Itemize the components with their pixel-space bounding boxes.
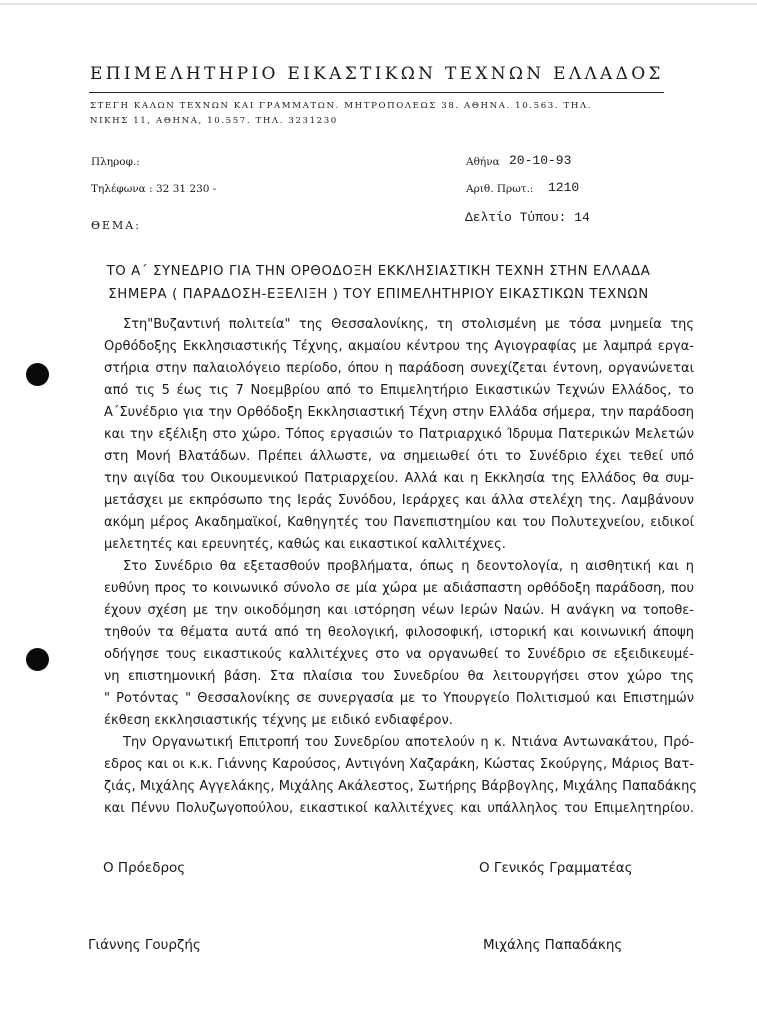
body-line: οδήγησε τους εικαστικούς καλλιτέχνες στο να οργανωθεί το Συνέδριο σε εξειδικευμέ-: [104, 647, 694, 662]
letterhead-title: ΕΠΙΜΕΛΗΤΗΡΙΟ ΕΙΚΑΣΤΙΚΩΝ ΤΕΧΝΩΝ ΕΛΛΑΔΟΣ: [90, 64, 664, 84]
body-line: μελετητές και ερευνητές, καθώς και εικαστικοί καλλιτέχνες.: [104, 537, 506, 552]
body-line: και την εξέλιξη στο χώρο. Τόπος εργασιών το Πατριαρχικό Ίδρυμα Πατερικών Μελετών: [104, 427, 694, 442]
scan-top-edge: [0, 3, 757, 5]
signature-role-president: Ο Πρόεδρος: [103, 860, 186, 876]
body-line: εδρος και οι κ.κ. Γιάννης Καρούσος, Αντιγόνη Χαζαράκη, Κώστας Σκούργης, Μάριος Βατ-: [104, 757, 694, 772]
body-line: έχουν σχέση με την οικοδόμηση και ιστόρηση νέων Ιερών Ναών. Η ανάγκη να τοποθε-: [104, 603, 694, 618]
protocol-label: Αριθ. Πρωτ.:: [466, 183, 534, 195]
body-line: " Ροτόντας " Θεσσαλονίκης σε συνεργασία με το Υπουργείο Πολιτισμού και Επιστημών: [104, 691, 694, 706]
body-line: νη επιστημονική βάση. Στα πλαίσια του Συνεδρίου θα λειτουργήσει στον χώρο της: [104, 669, 694, 684]
body-line: έκθεση εκκλησιαστικής τέχνης με ειδικό ενδιαφέρον.: [104, 713, 453, 728]
punch-hole-bottom: [26, 648, 49, 671]
body-line: και Πέννυ Πολυζωγοπούλου, εικαστικοί καλλιτέχνες και υπάλληλος του Επιμελητηρίου.: [104, 801, 694, 816]
body-line: ευθύνη προς το κοινωνικό σύνολο σε μία χώρα με αδιάσπαστη ορθόδοξη παράδοση, που: [104, 581, 694, 596]
headline-line-2: ΣΗΜΕΡΑ ( ΠΑΡΑΔΟΣΗ-ΕΞΕΛΙΞΗ ) ΤΟΥ ΕΠΙΜΕΛΗΤΗΡΙΟΥ ΕΙΚΑΣΤΙΚΩΝ ΤΕΧΝΩΝ: [108, 287, 649, 302]
body-line: ζιάς, Μιχάλης Αγγελάκης, Μιχάλης Ακάλεστος, Σωτήρης Βάρβογλης, Μιχάλης Παπαδάκης: [104, 779, 697, 794]
phone-label: Τηλέφωνα : 32 31 230 -: [91, 183, 217, 195]
body-line: από τις 5 έως τις 7 Νοεμβρίου από το Επιμελητήριο Εικαστικών Τεχνών Ελλάδος, το: [104, 383, 694, 398]
body-line: ακόμη μέρος Ακαδημαϊκοί, Καθηγητές του Πανεπιστημίου και του Πολυτεχνείου, ειδικοί: [104, 515, 694, 530]
body-line: Ορθόδοξης Εκκλησιαστικής Τέχνης, ακμαίου κέντρου της Αγιογραφίας με λαμπρά εργα-: [104, 339, 694, 354]
signature-name-secretary: Μιχάλης Παπαδάκης: [483, 937, 623, 953]
body-line: Την Οργανωτική Επιτροπή του Συνεδρίου αποτελούν η κ. Ντιάνα Αντωνακάτου, Πρό-: [123, 735, 694, 750]
date-value: 20-10-93: [509, 153, 572, 168]
protocol-number: 1210: [548, 180, 580, 195]
subject-label: ΘΕΜΑ:: [91, 219, 141, 232]
press-bulletin-number: Δελτίο Τύπου: 14: [465, 210, 590, 225]
body-line: μετάσχει με εκπρόσωπο της Ιεράς Συνόδου, Ιεράρχες και άλλα στελέχη της. Λαμβάνουν: [104, 493, 694, 508]
info-label: Πληροφ.:: [91, 156, 140, 168]
body-line: Στο Συνέδριο θα εξετασθούν προβλήματα, όπως η δεοντολογία, η αισθητική και η: [123, 559, 694, 574]
body-line: Στη"Βυζαντινή πολιτεία" της Θεσσαλονίκης, τη στολισμένη με τόσα μνημεία της: [123, 317, 694, 332]
body-line: στήρια στην παλαιολόγειο περίοδο, όπου η παράδοση συνεχίζεται έντονη, οργανώνεται: [104, 361, 694, 376]
signature-name-president: Γιάννης Γουρζής: [88, 937, 201, 953]
letterhead-rule: [89, 92, 664, 93]
place-label: Αθήνα: [466, 156, 500, 168]
signature-role-secretary: Ο Γενικός Γραμματέας: [479, 860, 633, 876]
body-line: Α΄Συνέδριο για την Ορθόδοξη Εκκλησιαστική Τέχνη στην Ελλάδα σήμερα, την παράδοση: [104, 405, 694, 420]
headline-line-1: ΤΟ Α΄ ΣΥΝΕΔΡΙΟ ΓΙΑ ΤΗΝ ΟΡΘΟΔΟΞΗ ΕΚΚΛΗΣΙΑΣΤΙΚΗ ΤΕΧΝΗ ΣΤΗΝ ΕΛΛΑΔΑ: [106, 264, 651, 279]
body-line: στη Μονή Βλατάδων. Πρέπει άλλωστε, να σημειωθεί ότι το Συνέδριο έχει τεθεί υπό: [104, 449, 694, 464]
letterhead-address-line-2: ΝΙΚΗΣ 11, ΑΘΗΝΑ, 10.557. ΤΗΛ. 3231230: [90, 116, 338, 126]
punch-hole-top: [26, 363, 49, 386]
body-line: τηθούν τα θέματα αυτά από τη θεολογική, φιλοσοφική, ιστορική και κοινωνική άποψη: [104, 625, 694, 640]
body-line: την αιγίδα του Οικουμενικού Πατριαρχείου. Αλλά και η Εκκλησία της Ελλάδος θα συμ-: [104, 471, 694, 486]
letterhead-address-line-1: ΣΤΕΓΗ ΚΑΛΩΝ ΤΕΧΝΩΝ ΚΑΙ ΓΡΑΜΜΑΤΩΝ. ΜΗΤΡΟΠΟΛΕΩΣ 38. ΑΘΗΝΑ. 10.563. ΤΗΛ.: [90, 101, 593, 111]
